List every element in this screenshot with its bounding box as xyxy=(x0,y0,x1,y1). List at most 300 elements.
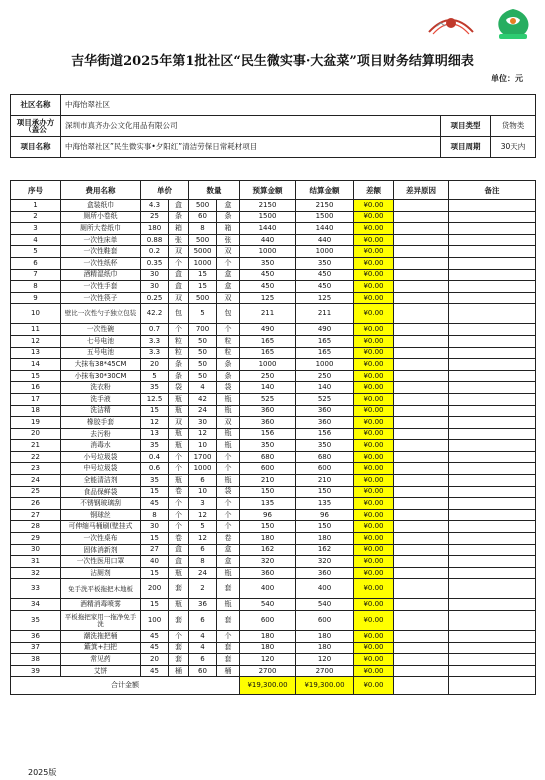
quantity: 8 xyxy=(189,556,217,568)
quantity: 30 xyxy=(189,417,217,429)
quantity-unit: 瓶 xyxy=(217,567,240,579)
quantity: 10 xyxy=(189,440,217,452)
quantity-unit: 瓶 xyxy=(217,599,240,611)
remarks-cell xyxy=(449,599,536,611)
difference-amount: ¥0.00 xyxy=(354,533,394,545)
contractor-label: 项目承办方（盖公 xyxy=(11,116,61,137)
budget-amount: 150 xyxy=(240,521,296,533)
diff-reason-cell xyxy=(394,359,449,371)
quantity-unit: 袋 xyxy=(217,486,240,498)
quantity-unit: 瓶 xyxy=(217,393,240,405)
row-index: 36 xyxy=(11,631,61,643)
remarks-cell xyxy=(449,211,536,223)
item-name: 食品保鲜袋 xyxy=(61,486,141,498)
table-row xyxy=(11,631,536,643)
difference-amount: ¥0.00 xyxy=(354,335,394,347)
row-index: 16 xyxy=(11,382,61,394)
settled-amount: 360 xyxy=(296,405,354,417)
quantity: 12 xyxy=(189,509,217,521)
settled-amount: 360 xyxy=(296,567,354,579)
quantity-unit: 粒 xyxy=(217,347,240,359)
diff-reason-cell xyxy=(394,509,449,521)
unit-price: 5 xyxy=(141,370,169,382)
difference-amount: ¥0.00 xyxy=(354,370,394,382)
price-unit: 双 xyxy=(169,292,189,304)
quantity: 500 xyxy=(189,234,217,246)
budget-amount: 180 xyxy=(240,642,296,654)
budget-amount: 600 xyxy=(240,611,296,631)
quantity-unit: 个 xyxy=(217,324,240,336)
price-unit: 粒 xyxy=(169,335,189,347)
diff-reason-cell xyxy=(394,463,449,475)
price-unit: 箱 xyxy=(169,223,189,235)
budget-amount: 180 xyxy=(240,533,296,545)
diff-reason-cell xyxy=(394,234,449,246)
settled-amount: 2700 xyxy=(296,665,354,677)
row-index: 8 xyxy=(11,281,61,293)
quantity-unit: 个 xyxy=(217,631,240,643)
difference-amount: ¥0.00 xyxy=(354,654,394,666)
project-info-table xyxy=(10,94,536,158)
community-label: 社区名称 xyxy=(11,95,61,116)
item-name: 洗手液 xyxy=(61,393,141,405)
total-budget: ¥19,300.00 xyxy=(240,677,296,695)
quantity-unit: 卷 xyxy=(217,533,240,545)
settled-amount: 250 xyxy=(296,370,354,382)
quantity-unit: 个 xyxy=(217,509,240,521)
price-unit: 盒 xyxy=(169,269,189,281)
row-index: 37 xyxy=(11,642,61,654)
difference-amount: ¥0.00 xyxy=(354,246,394,258)
row-index: 11 xyxy=(11,324,61,336)
quantity-unit: 盒 xyxy=(217,544,240,556)
remarks-cell xyxy=(449,335,536,347)
remarks-cell xyxy=(449,405,536,417)
quantity-unit: 包 xyxy=(217,304,240,324)
quantity: 6 xyxy=(189,611,217,631)
community-value: 中海怡翠社区 xyxy=(61,95,536,116)
quantity-unit: 个 xyxy=(217,451,240,463)
table-row xyxy=(11,370,536,382)
diff-reason-cell xyxy=(394,370,449,382)
quantity: 4 xyxy=(189,642,217,654)
quantity-unit: 桶 xyxy=(217,665,240,677)
difference-amount: ¥0.00 xyxy=(354,475,394,487)
quantity-unit: 粒 xyxy=(217,335,240,347)
settled-amount: 525 xyxy=(296,393,354,405)
diff-reason-cell xyxy=(394,405,449,417)
diff-reason-cell xyxy=(394,347,449,359)
quantity: 60 xyxy=(189,211,217,223)
item-name: 一次性桌布 xyxy=(61,533,141,545)
remarks-cell xyxy=(449,631,536,643)
budget-amount: 525 xyxy=(240,393,296,405)
table-row xyxy=(11,335,536,347)
unit-price: 200 xyxy=(141,579,169,599)
remarks-cell xyxy=(449,382,536,394)
version-footer: 2025版 xyxy=(28,768,57,777)
budget-amount: 600 xyxy=(240,463,296,475)
budget-amount: 156 xyxy=(240,428,296,440)
unit-price: 15 xyxy=(141,599,169,611)
diff-reason-cell xyxy=(394,257,449,269)
quantity: 12 xyxy=(189,533,217,545)
budget-amount: 135 xyxy=(240,498,296,510)
unit-price: 0.2 xyxy=(141,246,169,258)
row-index: 29 xyxy=(11,533,61,545)
quantity: 6 xyxy=(189,544,217,556)
unit-price: 0.88 xyxy=(141,234,169,246)
table-row xyxy=(11,475,536,487)
price-unit: 包 xyxy=(169,304,189,324)
price-unit: 个 xyxy=(169,498,189,510)
row-index: 13 xyxy=(11,347,61,359)
project-label: 项目名称 xyxy=(11,137,61,158)
price-unit: 卷 xyxy=(169,486,189,498)
price-unit: 个 xyxy=(169,463,189,475)
table-row xyxy=(11,211,536,223)
difference-amount: ¥0.00 xyxy=(354,292,394,304)
unit-price: 8 xyxy=(141,509,169,521)
unit-price: 0.25 xyxy=(141,292,169,304)
settled-amount: 96 xyxy=(296,509,354,521)
item-name: 去污粉 xyxy=(61,428,141,440)
settled-amount: 350 xyxy=(296,257,354,269)
diff-reason-cell xyxy=(394,451,449,463)
unit-price: 3.3 xyxy=(141,347,169,359)
settled-amount: 165 xyxy=(296,347,354,359)
budget-amount: 120 xyxy=(240,654,296,666)
expense-table xyxy=(10,180,536,695)
quantity: 1700 xyxy=(189,451,217,463)
settled-amount: 180 xyxy=(296,631,354,643)
diff-reason-cell xyxy=(394,599,449,611)
remarks-cell xyxy=(449,544,536,556)
total-label: 合计金额 xyxy=(11,677,240,695)
item-name: 七号电池 xyxy=(61,335,141,347)
row-index: 1 xyxy=(11,200,61,212)
item-name: 洗衣粉 xyxy=(61,382,141,394)
row-index: 32 xyxy=(11,567,61,579)
remarks-cell xyxy=(449,579,536,599)
row-index: 38 xyxy=(11,654,61,666)
budget-amount: 540 xyxy=(240,599,296,611)
remarks-cell xyxy=(449,324,536,336)
header-index: 序号 xyxy=(11,181,61,200)
settled-amount: 450 xyxy=(296,281,354,293)
price-unit: 条 xyxy=(169,211,189,223)
quantity-unit: 瓶 xyxy=(217,440,240,452)
item-name: 厕所小卷纸 xyxy=(61,211,141,223)
diff-reason-cell xyxy=(394,556,449,568)
quantity: 24 xyxy=(189,405,217,417)
quantity: 10 xyxy=(189,486,217,498)
budget-amount: 210 xyxy=(240,475,296,487)
table-row xyxy=(11,200,536,212)
quantity: 50 xyxy=(189,347,217,359)
budget-amount: 450 xyxy=(240,281,296,293)
price-unit: 条 xyxy=(169,359,189,371)
diff-reason-cell xyxy=(394,223,449,235)
quantity: 5000 xyxy=(189,246,217,258)
table-row xyxy=(11,486,536,498)
settled-amount: 2150 xyxy=(296,200,354,212)
settled-amount: 600 xyxy=(296,611,354,631)
unit-price: 100 xyxy=(141,611,169,631)
diff-reason-cell xyxy=(394,642,449,654)
info-row-contractor xyxy=(11,116,536,137)
unit-price: 15 xyxy=(141,533,169,545)
unit-price: 3.3 xyxy=(141,335,169,347)
item-name: 五号电池 xyxy=(61,347,141,359)
table-row xyxy=(11,642,536,654)
table-row xyxy=(11,359,536,371)
row-index: 19 xyxy=(11,417,61,429)
difference-amount: ¥0.00 xyxy=(354,642,394,654)
settled-amount: 600 xyxy=(296,463,354,475)
budget-amount: 165 xyxy=(240,335,296,347)
diff-reason-cell xyxy=(394,246,449,258)
unit-price: 42.2 xyxy=(141,304,169,324)
row-index: 34 xyxy=(11,599,61,611)
row-index: 31 xyxy=(11,556,61,568)
difference-amount: ¥0.00 xyxy=(354,579,394,599)
unit-price: 0.4 xyxy=(141,451,169,463)
budget-amount: 180 xyxy=(240,631,296,643)
unit-price: 20 xyxy=(141,359,169,371)
settled-amount: 350 xyxy=(296,440,354,452)
budget-amount: 162 xyxy=(240,544,296,556)
remarks-cell xyxy=(449,281,536,293)
unit-price: 12 xyxy=(141,417,169,429)
difference-amount: ¥0.00 xyxy=(354,556,394,568)
quantity-unit: 瓶 xyxy=(217,475,240,487)
row-index: 7 xyxy=(11,269,61,281)
diff-reason-cell xyxy=(394,567,449,579)
remarks-cell xyxy=(449,654,536,666)
difference-amount: ¥0.00 xyxy=(354,509,394,521)
quantity: 50 xyxy=(189,335,217,347)
price-unit: 个 xyxy=(169,451,189,463)
unit-price: 20 xyxy=(141,654,169,666)
item-name: 小号垃圾袋 xyxy=(61,451,141,463)
difference-amount: ¥0.00 xyxy=(354,234,394,246)
unit-price: 45 xyxy=(141,642,169,654)
price-unit: 个 xyxy=(169,257,189,269)
total-remarks-cell xyxy=(449,677,536,695)
quantity-unit: 双 xyxy=(217,246,240,258)
price-unit: 盒 xyxy=(169,544,189,556)
unit-price: 12.5 xyxy=(141,393,169,405)
info-row-community xyxy=(11,95,536,116)
difference-amount: ¥0.00 xyxy=(354,451,394,463)
item-name: 一次性医用口罩 xyxy=(61,556,141,568)
quantity: 50 xyxy=(189,370,217,382)
quantity: 12 xyxy=(189,428,217,440)
header-settled: 结算金额 xyxy=(296,181,354,200)
settled-amount: 1000 xyxy=(296,246,354,258)
item-name: 大抹布38*45CM xyxy=(61,359,141,371)
total-settled: ¥19,300.00 xyxy=(296,677,354,695)
row-index: 15 xyxy=(11,370,61,382)
budget-amount: 400 xyxy=(240,579,296,599)
diff-reason-cell xyxy=(394,544,449,556)
settled-amount: 162 xyxy=(296,544,354,556)
item-name: 钢球丝 xyxy=(61,509,141,521)
item-name: 免手洗平板拖把木地板 xyxy=(61,579,141,599)
price-unit: 双 xyxy=(169,246,189,258)
settled-amount: 210 xyxy=(296,475,354,487)
remarks-cell xyxy=(449,463,536,475)
quantity: 8 xyxy=(189,223,217,235)
diff-reason-cell xyxy=(394,281,449,293)
difference-amount: ¥0.00 xyxy=(354,463,394,475)
settled-amount: 165 xyxy=(296,335,354,347)
quantity-unit: 个 xyxy=(217,463,240,475)
price-unit: 盒 xyxy=(169,281,189,293)
item-name: 一次性筷子 xyxy=(61,292,141,304)
item-name: 固体消新剂 xyxy=(61,544,141,556)
quantity-unit: 袋 xyxy=(217,382,240,394)
settled-amount: 150 xyxy=(296,486,354,498)
quantity: 6 xyxy=(189,654,217,666)
settled-amount: 211 xyxy=(296,304,354,324)
settled-amount: 150 xyxy=(296,521,354,533)
difference-amount: ¥0.00 xyxy=(354,382,394,394)
budget-amount: 1440 xyxy=(240,223,296,235)
party-emblem-logo xyxy=(425,6,477,40)
quantity: 700 xyxy=(189,324,217,336)
item-name: 常见药 xyxy=(61,654,141,666)
budget-amount: 1500 xyxy=(240,211,296,223)
contractor-value: 深圳市真齐办公文化用品有限公司 xyxy=(61,116,441,137)
row-index: 2 xyxy=(11,211,61,223)
item-name: 潮洗拖把桶 xyxy=(61,631,141,643)
unit-price: 45 xyxy=(141,631,169,643)
unit-price: 30 xyxy=(141,281,169,293)
total-difference: ¥0.00 xyxy=(354,677,394,695)
table-row xyxy=(11,269,536,281)
quantity-unit: 个 xyxy=(217,521,240,533)
item-name: 可伸缩马桶刷(壁挂式 xyxy=(61,521,141,533)
table-row xyxy=(11,599,536,611)
difference-amount: ¥0.00 xyxy=(354,440,394,452)
diff-reason-cell xyxy=(394,382,449,394)
difference-amount: ¥0.00 xyxy=(354,200,394,212)
table-row xyxy=(11,304,536,324)
diff-reason-cell xyxy=(394,393,449,405)
quantity-unit: 个 xyxy=(217,498,240,510)
price-unit: 盒 xyxy=(169,200,189,212)
settled-amount: 320 xyxy=(296,556,354,568)
type-label: 项目类型 xyxy=(441,116,491,137)
remarks-cell xyxy=(449,428,536,440)
community-logo xyxy=(491,6,535,42)
budget-amount: 360 xyxy=(240,567,296,579)
unit-price: 35 xyxy=(141,440,169,452)
row-index: 35 xyxy=(11,611,61,631)
remarks-cell xyxy=(449,642,536,654)
table-row xyxy=(11,654,536,666)
budget-amount: 125 xyxy=(240,292,296,304)
remarks-cell xyxy=(449,567,536,579)
price-unit: 个 xyxy=(169,631,189,643)
quantity-unit: 瓶 xyxy=(217,405,240,417)
period-label: 项目周期 xyxy=(441,137,491,158)
quantity-unit: 条 xyxy=(217,211,240,223)
quantity: 3 xyxy=(189,498,217,510)
settled-amount: 156 xyxy=(296,428,354,440)
diff-reason-cell xyxy=(394,211,449,223)
unit-price: 0.7 xyxy=(141,324,169,336)
unit-price: 180 xyxy=(141,223,169,235)
remarks-cell xyxy=(449,359,536,371)
table-row xyxy=(11,281,536,293)
remarks-cell xyxy=(449,292,536,304)
unit-price: 25 xyxy=(141,211,169,223)
quantity-unit: 套 xyxy=(217,642,240,654)
difference-amount: ¥0.00 xyxy=(354,417,394,429)
quantity: 42 xyxy=(189,393,217,405)
item-name: 盒装纸巾 xyxy=(61,200,141,212)
table-row xyxy=(11,544,536,556)
price-unit: 套 xyxy=(169,579,189,599)
diff-reason-cell xyxy=(394,335,449,347)
table-row xyxy=(11,556,536,568)
row-index: 33 xyxy=(11,579,61,599)
diff-reason-cell xyxy=(394,304,449,324)
row-index: 28 xyxy=(11,521,61,533)
diff-reason-cell xyxy=(394,665,449,677)
quantity-unit: 条 xyxy=(217,370,240,382)
remarks-cell xyxy=(449,475,536,487)
difference-amount: ¥0.00 xyxy=(354,567,394,579)
diff-reason-cell xyxy=(394,631,449,643)
table-row xyxy=(11,567,536,579)
row-index: 10 xyxy=(11,304,61,324)
diff-reason-cell xyxy=(394,428,449,440)
price-unit: 瓶 xyxy=(169,405,189,417)
row-index: 12 xyxy=(11,335,61,347)
settled-amount: 540 xyxy=(296,599,354,611)
quantity-unit: 个 xyxy=(217,257,240,269)
diff-reason-cell xyxy=(394,533,449,545)
price-unit: 瓶 xyxy=(169,599,189,611)
remarks-cell xyxy=(449,304,536,324)
unit-price: 27 xyxy=(141,544,169,556)
diff-reason-cell xyxy=(394,611,449,631)
price-unit: 套 xyxy=(169,611,189,631)
difference-amount: ¥0.00 xyxy=(354,521,394,533)
quantity: 4 xyxy=(189,631,217,643)
difference-amount: ¥0.00 xyxy=(354,257,394,269)
difference-amount: ¥0.00 xyxy=(354,304,394,324)
settled-amount: 450 xyxy=(296,269,354,281)
row-index: 20 xyxy=(11,428,61,440)
row-index: 39 xyxy=(11,665,61,677)
table-row xyxy=(11,440,536,452)
table-row xyxy=(11,223,536,235)
table-row xyxy=(11,533,536,545)
difference-amount: ¥0.00 xyxy=(354,486,394,498)
quantity: 500 xyxy=(189,200,217,212)
price-unit: 粒 xyxy=(169,347,189,359)
item-name: 厕所大卷纸巾 xyxy=(61,223,141,235)
total-row xyxy=(11,677,536,695)
quantity: 1000 xyxy=(189,257,217,269)
remarks-cell xyxy=(449,370,536,382)
settled-amount: 1000 xyxy=(296,359,354,371)
